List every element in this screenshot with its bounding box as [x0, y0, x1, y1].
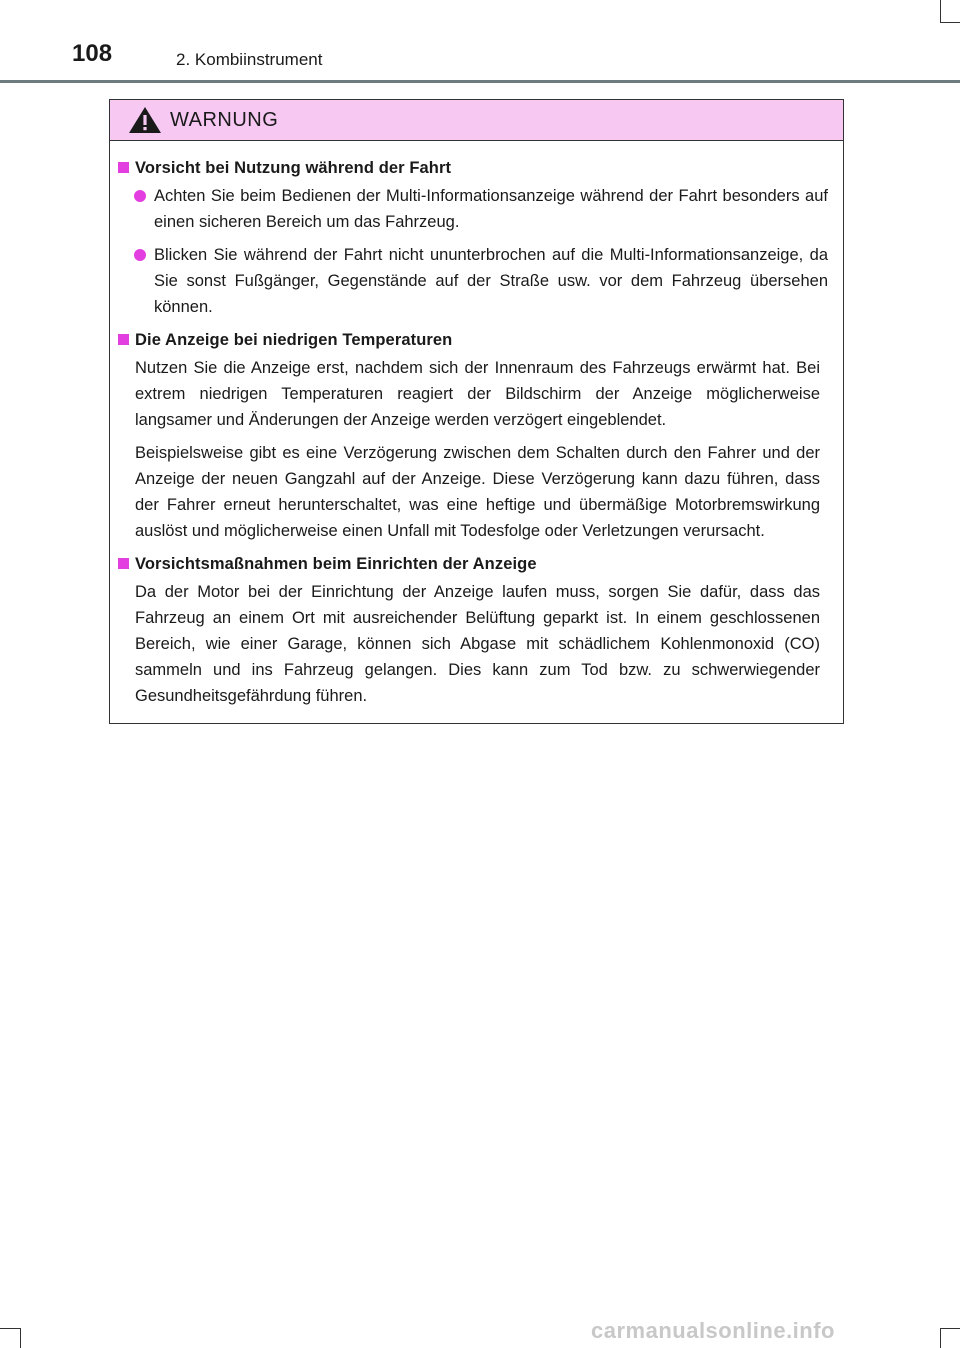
paragraph: Da der Motor bei der Einrichtung der Anzeige laufen muss, sorgen Sie dafür, dass das Fahrzeug an einem Ort mit ausreichender Belüftung geparkt ist. In einem geschlossenen Bereich, wie einer Garage, können sich Abgase mit schädlichem Kohlenmonoxid (CO) sammeln und ins Fahrzeug gelangen. Dies kann zum Tod bzw. zu schwerwiegender Gesundheitsgefährdung führen.: [135, 583, 820, 705]
bullet-item: Achten Sie beim Bedienen der Multi-Informationsanzeige während der Fahrt besonders auf einen sicheren Bereich um das Fahrzeug.: [118, 183, 828, 235]
section-title: 2. Kombiinstrument: [176, 50, 323, 69]
warning-body: [110, 141, 843, 709]
section-heading: Vorsicht bei Nutzung während der Fahrt: [118, 155, 828, 181]
section-heading: Vorsichtsmaßnahmen beim Einrichten der Anzeige: [118, 551, 828, 577]
warning-section: [118, 155, 828, 320]
crop-mark: [940, 1328, 960, 1329]
warning-section: [118, 551, 828, 709]
paragraph: Nutzen Sie die Anzeige erst, nachdem sich der Innenraum des Fahrzeugs erwärmt hat. Bei extrem niedrigen Temperaturen reagiert der Bildschirm der Anzeige möglicherweise langsamer und Änderungen der Anzeige werden verzögert eingeblendet.: [135, 359, 820, 429]
warning-label: WARNUNG: [170, 109, 279, 131]
watermark: carmanualsonline.info: [591, 1318, 835, 1343]
page-number: 108: [72, 40, 113, 67]
round-bullet-icon: [134, 190, 146, 202]
bullet-item: Blicken Sie während der Fahrt nicht ununterbrochen auf die Multi-Informationsanzeige, da Sie sonst Fußgänger, Gegenstände auf der Straße usw. vor dem Fahrzeug übersehen können.: [118, 242, 828, 320]
warning-box: [109, 99, 844, 724]
warning-section: [118, 327, 828, 544]
crop-mark: [0, 1328, 20, 1329]
square-bullet-icon: [118, 558, 129, 569]
crop-mark: [940, 1328, 941, 1348]
crop-mark: [940, 22, 960, 23]
warning-header: [110, 100, 843, 141]
crop-mark: [20, 1328, 21, 1348]
warning-triangle-icon: [128, 106, 162, 134]
round-bullet-icon: [134, 249, 146, 261]
page-header: [0, 0, 960, 86]
crop-mark: [940, 0, 941, 22]
square-bullet-icon: [118, 162, 129, 173]
square-bullet-icon: [118, 334, 129, 345]
section-heading: Die Anzeige bei niedrigen Temperaturen: [118, 327, 828, 353]
header-rule: [0, 80, 960, 83]
paragraph: Beispielsweise gibt es eine Verzögerung zwischen dem Schalten durch den Fahrer und der Anzeige der neuen Gangzahl auf der Anzeige. Diese Verzögerung kann dazu führen, dass der Fahrer erneut herunterschaltet, was eine heftige und übermäßige Motorbremswirkung auslöst und möglicherweise einen Unfall mit Todesfolge oder Verletzungen verursacht.: [135, 444, 820, 540]
